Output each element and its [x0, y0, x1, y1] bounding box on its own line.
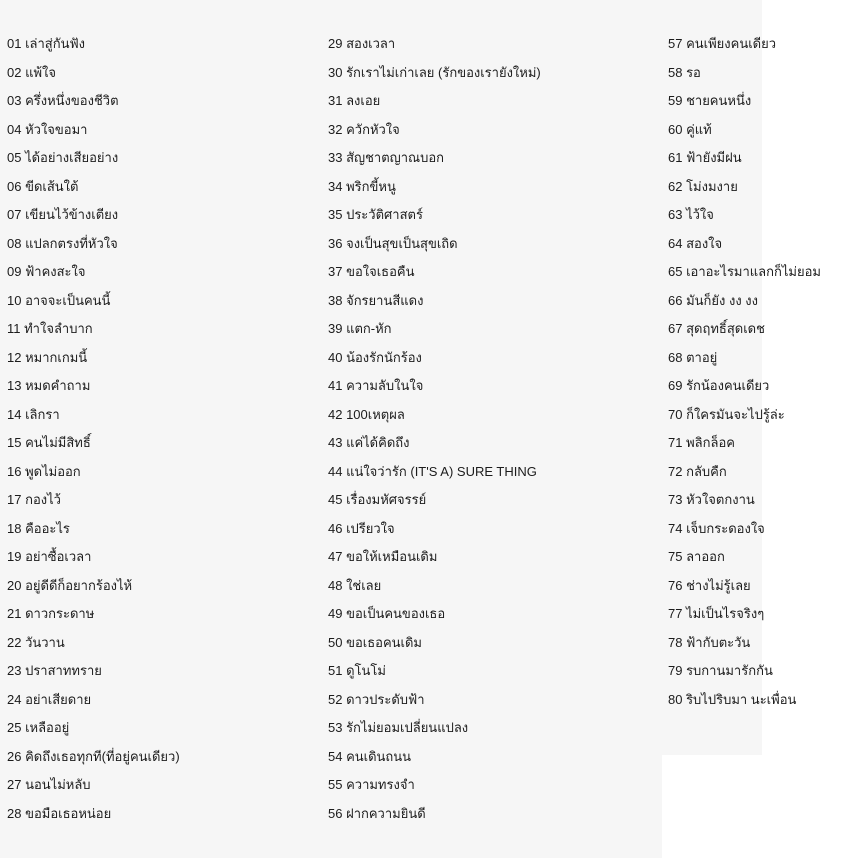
song-list-item: 48 ใช่เลย	[328, 577, 382, 593]
song-list-item: 07 เขียนไว้ข้างเตียง	[7, 207, 119, 222]
song-list-item: 75 ลาออก	[668, 549, 725, 564]
song-list-item: 30 รักเราไม่เก่าเลย (รักของเรายังใหม่)	[328, 64, 541, 80]
song-list-item: 32 ควักหัวใจ	[328, 121, 400, 137]
song-list-item: 25 เหลืออยู่	[7, 720, 70, 735]
song-list-item: 03 ครึ่งหนึ่งของชีวิต	[7, 93, 119, 108]
song-list-item: 78 ฟ้ากับตะวัน	[668, 634, 751, 650]
song-list-item: 29 สองเวลา	[328, 36, 396, 51]
song-list-item: 68 ตาอยู่	[668, 349, 718, 365]
song-list-item: 15 คนไม่มีสิทธิ์	[7, 435, 91, 450]
song-list-item: 52 ดาวประดับฟ้า	[328, 691, 425, 707]
song-list-item: 67 สุดฤทธิ์สุดเดช	[668, 321, 765, 336]
song-list-item: 27 นอนไม่หลับ	[7, 777, 91, 792]
song-list-item: 58 รอ	[668, 64, 701, 80]
song-list-item: 65 เอาอะไรมาแลกก็ไม่ยอม	[668, 264, 821, 279]
song-list-item: 59 ชายคนหนึ่ง	[668, 93, 752, 108]
song-list-item: 12 หมากเกมนี้	[7, 349, 88, 365]
song-list-item: 57 คนเพียงคนเดียว	[668, 36, 777, 51]
song-list-item: 09 ฟ้าคงสะใจ	[7, 264, 86, 279]
song-list-item: 20 อยู่ดีดีก็อยากร้องไห้	[7, 577, 133, 593]
song-list-item: 54 คนเดินถนน	[328, 748, 412, 764]
song-list-item: 26 คิดถึงเธอทุกที(ที่อยู่คนเดียว)	[7, 748, 180, 764]
song-list-item: 28 ขอมือเธอหน่อย	[7, 805, 112, 821]
song-list-item: 38 จักรยานสีแดง	[328, 292, 424, 308]
song-list-item: 06 ขีดเส้นใต้	[7, 178, 79, 194]
song-list-item: 02 แพ้ใจ	[7, 64, 56, 80]
song-list-item: 62 โม่งมงาย	[668, 178, 738, 194]
song-column-3	[668, 30, 821, 714]
song-list-item: 40 น้องรักนักร้อง	[328, 349, 422, 365]
song-list-item: 46 เปรียวใจ	[328, 520, 395, 536]
song-list-item: 55 ความทรงจำ	[328, 777, 415, 792]
song-list-item: 23 ปราสาททราย	[7, 663, 102, 678]
song-list-item: 70 ก็ใครมันจะไปรู้ล่ะ	[668, 406, 785, 422]
song-list-item: 04 หัวใจขอมา	[7, 121, 88, 137]
song-list-item: 43 แค่ได้คิดถึง	[328, 435, 410, 450]
song-list-item: 13 หมดคำถาม	[7, 378, 91, 393]
song-list-item: 66 มันก็ยัง งง งง	[668, 292, 758, 308]
song-list-item: 01 เล่าสู่กันฟัง	[7, 36, 86, 51]
song-list-item: 77 ไม่เป็นไรจริงๆ	[668, 606, 765, 621]
song-list-item: 47 ขอให้เหมือนเดิม	[328, 549, 438, 564]
song-list-item: 34 พริกขี้หนู	[328, 178, 396, 194]
song-column-1	[7, 30, 180, 828]
song-list-item: 35 ประวัติศาสตร์	[328, 207, 423, 222]
song-list-item: 76 ช่างไม่รู้เลย	[668, 577, 751, 593]
song-list-item: 14 เลิกรา	[7, 406, 60, 422]
song-list-item: 64 สองใจ	[668, 235, 723, 251]
song-list-item: 33 สัญชาตญาณบอก	[328, 150, 445, 165]
song-list-item: 61 ฟ้ายังมีฝน	[668, 150, 742, 165]
song-list-item: 50 ขอเธอคนเดิม	[328, 634, 422, 650]
song-list-item: 10 อาจจะเป็นคนนี้	[7, 292, 111, 308]
song-list-item: 44 แน่ใจว่ารัก (IT'S A) SURE THING	[328, 463, 537, 479]
song-list-item: 18 คืออะไร	[7, 520, 70, 536]
song-list-item: 19 อย่าซื้อเวลา	[7, 549, 92, 564]
song-list-item: 73 หัวใจตกงาน	[668, 492, 755, 507]
song-list-item: 11 ทำใจลำบาก	[7, 321, 93, 336]
song-list-item: 36 จงเป็นสุขเป็นสุขเถิด	[328, 235, 458, 251]
song-list-item: 51 ดูโนโม่	[328, 663, 386, 678]
song-list-item: 41 ความลับในใจ	[328, 378, 424, 393]
song-list-item: 79 รบกานมารักกัน	[668, 663, 773, 678]
song-list-item: 22 วันวาน	[7, 634, 65, 650]
song-list-item: 31 ลงเอย	[328, 93, 381, 108]
song-list-item: 49 ขอเป็นคนของเธอ	[328, 606, 446, 621]
song-list-item: 16 พูดไม่ออก	[7, 463, 81, 479]
song-list-item: 08 แปลกตรงที่หัวใจ	[7, 235, 118, 251]
song-list-item: 05 ได้อย่างเสียอย่าง	[7, 150, 119, 165]
song-list-item: 80 ริบไปริบมา นะเพื่อน	[668, 691, 797, 707]
song-list-item: 24 อย่าเสียดาย	[7, 691, 92, 707]
song-list-item: 72 กลับคืก	[668, 463, 727, 479]
song-list-item: 37 ขอใจเธอคืน	[328, 264, 415, 279]
song-list-item: 53 รักไม่ยอมเปลี่ยนแปลง	[328, 720, 469, 735]
song-list-item: 45 เรื่องมหัศจรรย์	[328, 492, 427, 507]
song-column-2	[328, 30, 541, 828]
song-list-item: 74 เจ็บกระดองใจ	[668, 520, 765, 536]
song-list-item: 69 รักน้องคนเดียว	[668, 378, 770, 393]
song-list-item: 56 ฝากความยินดี	[328, 805, 426, 821]
song-list-item: 60 คู่แท้	[668, 121, 712, 137]
song-list-item: 21 ดาวกระดาษ	[7, 606, 95, 621]
song-list-item: 63 ไว้ใจ	[668, 207, 714, 222]
song-list-item: 39 แตก-หัก	[328, 321, 392, 336]
song-list-item: 71 พลิกล็อค	[668, 435, 735, 450]
song-list-item: 17 กองไว้	[7, 492, 61, 507]
song-list-item: 42 100เหตุผล	[328, 406, 405, 422]
